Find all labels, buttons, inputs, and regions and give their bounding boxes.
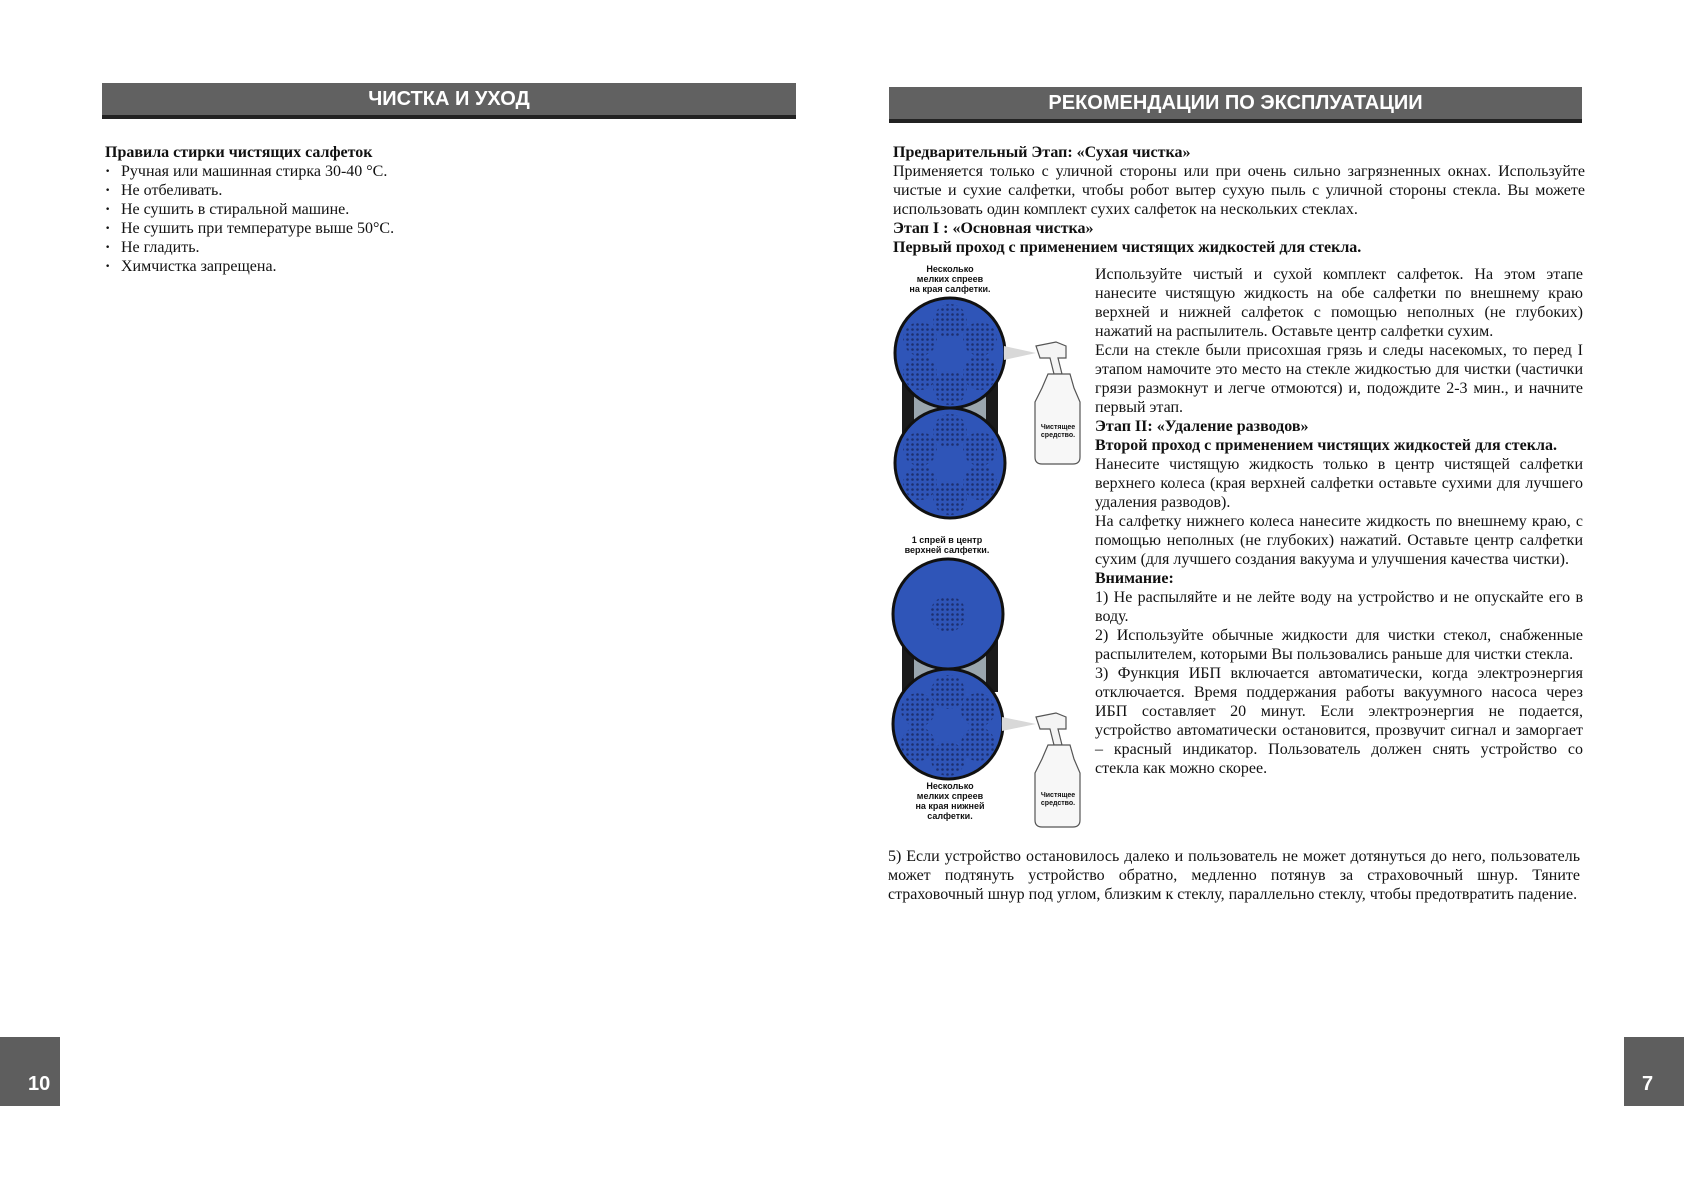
stage1-title: Этап I : «Основная чистка» <box>893 220 1094 237</box>
pre-stage-section <box>893 143 1585 257</box>
attention-item-5: 5) Если устройство остановилось далеко и пользователь не может дотянуться до него, пользователь может подтянуть устройство обратно, медленно потянув за страховочный шнур. Тяните страховочный шнур под углом, близким к стеклу, параллельно стеклу, чтобы предотвратить падение. <box>888 848 1580 903</box>
list-item: · Ручная или машинная стирка 30-40 °С. <box>105 162 705 181</box>
stage1-text2: Если на стекле были присохшая грязь и следы насекомых, то перед I этапом намочите это место на стекле жидкостью для чистки (частички грязи размокнут и легче отмоются) и, подождите 2-3 мин., и начните первый этап. <box>1095 342 1583 416</box>
stage2-subtitle: Второй проход с применением чистящих жидкостей для стекла. <box>1095 437 1557 454</box>
stage1-text1: Используйте чистый и сухой комплект салфеток. На этом этапе нанесите чистящую жидкость на обе салфетки по внешнему краю верхней и нижней салфеток с помощью неполных (не глубоких) нажатий на распылитель. Оставьте центр салфетки сухим. <box>1095 266 1583 340</box>
bottle-label-top: Чистящее средство. <box>1040 424 1076 439</box>
stage2-text2: На салфетку нижнего колеса нанесите жидкость по внешнему краю, с помощью неполных (не глубоких) нажатий. Оставьте центр салфетки сухим (для лучшего создания вакуума и улучшения качества чистки). <box>1095 513 1583 568</box>
pre-stage-text: Применяется только с уличной стороны или при очень сильно загрязненных окнах. Используйте чистые и сухие салфетки, чтобы робот вытер сухую пыль с уличной стороны стекла. Вы можете использовать один комплект сухих салфеток на нескольких стеклах. <box>893 163 1585 218</box>
pre-stage-title: Предварительный Этап: «Сухая чистка» <box>893 144 1191 161</box>
attention-item-1: 1) Не распыляйте и не лейте воду на устройство и не опускайте его в воду. <box>1095 589 1583 625</box>
page-number-right <box>1624 1037 1684 1106</box>
washing-rules-list <box>105 162 705 276</box>
spray-bottle-icon <box>1035 713 1080 827</box>
list-item: · Не сушить при температуре выше 50°С. <box>105 219 705 238</box>
list-item: · Химчистка запрещена. <box>105 257 705 276</box>
list-item: · Не сушить в стиральной машине. <box>105 200 705 219</box>
spray-mist-icon <box>1004 346 1036 360</box>
center-spray-dot <box>930 596 966 632</box>
list-item: · Не гладить. <box>105 238 705 257</box>
bottle-label-bottom: Чистящее средство. <box>1040 792 1076 807</box>
page-number-left <box>0 1037 60 1106</box>
stage2-title: Этап II: «Удаление разводов» <box>1095 418 1309 435</box>
left-page-banner: ЧИСТКА И УХОД <box>102 83 796 119</box>
washing-rules-title: Правила стирки чистящих салфеток <box>105 144 373 161</box>
attention-item-2: 2) Используйте обычные жидкости для чистки стекол, снабженные распылителем, которыми Вы пользовались раньше для чистки стекла. <box>1095 627 1583 663</box>
attention-title: Внимание: <box>1095 570 1174 587</box>
spray-mist-icon <box>1002 717 1036 731</box>
stages-text-column <box>1095 265 1583 778</box>
label-spray-edges-bottom: Несколько мелких спреев на края нижней салфетки. <box>915 781 985 821</box>
washing-rules <box>105 143 705 276</box>
page-number-left-text: 10 <box>28 1073 51 1095</box>
right-page-banner: РЕКОМЕНДАЦИИ ПО ЭКСПЛУАТАЦИИ <box>889 87 1582 123</box>
wipe-spray-illustration <box>890 262 1090 828</box>
page-number-right-text: 7 <box>1642 1073 1654 1095</box>
spray-bottle-icon <box>1035 342 1080 464</box>
list-item: · Не отбеливать. <box>105 181 705 200</box>
stage1-subtitle: Первый проход с применением чистящих жидкостей для стекла. <box>893 239 1362 256</box>
attention-item-3: 3) Функция ИБП включается автоматически, когда электроэнергия отключается. Время поддержания работы вакуумного насоса через ИБП составляет 20 минут. Если электроэнергия не подается, устройство автоматически остановится, прозвучит сигнал и заморгает – красный индикатор. Пользователь должен снять устройство со стекла как можно скорее. <box>1095 665 1583 777</box>
label-spray-edges-top: Несколько мелких спреев на края салфетки. <box>909 264 991 294</box>
label-spray-center: 1 спрей в центр верхней салфетки. <box>904 535 990 555</box>
stage2-text1: Нанесите чистящую жидкость только в центр чистящей салфетки верхнего колеса (края верхней салфетки оставьте сухими для лучшего удаления разводов). <box>1095 456 1583 511</box>
